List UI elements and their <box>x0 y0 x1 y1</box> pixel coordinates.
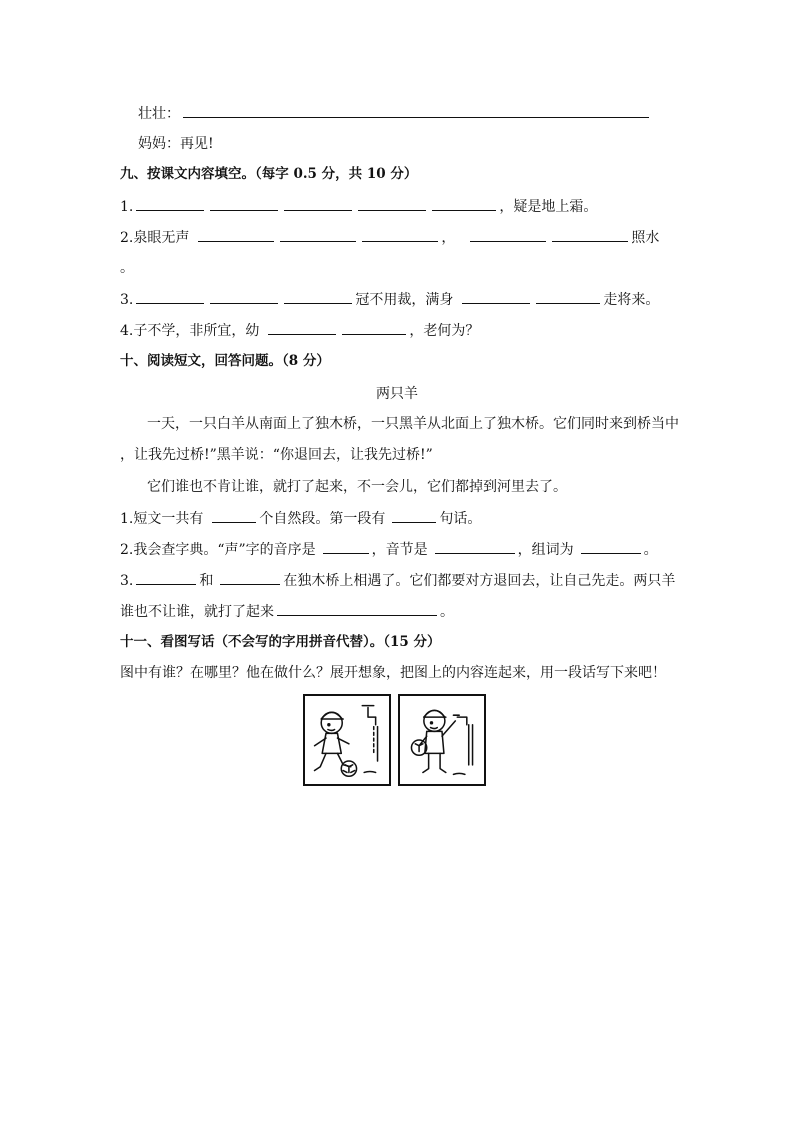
question-text: 4.子不学，非所宜，幼 <box>120 323 260 339</box>
question-text: 1.短文一共有 <box>120 511 204 527</box>
dialogue-line-mother: 妈妈：再见! <box>138 136 214 152</box>
question-text: 。 <box>643 542 658 558</box>
question-number: 3. <box>120 573 134 589</box>
section-10-heading: 十、阅读短文，回答问题。（8 分） <box>120 353 330 369</box>
answer-blank[interactable] <box>435 539 515 554</box>
answer-blank[interactable] <box>136 196 204 211</box>
answer-blank[interactable] <box>358 196 426 211</box>
answer-blank[interactable] <box>284 289 352 304</box>
story-paragraph-2: 它们谁也不肯让谁，就打了起来，不一会儿，它们都掉到河里去了。 <box>147 479 567 495</box>
answer-blank[interactable] <box>581 539 641 554</box>
answer-blank[interactable] <box>277 601 437 616</box>
section-11-heading: 十一、看图写话（不会写的字用拼音代替）。（15 分） <box>120 634 441 650</box>
story-title: 两只羊 <box>376 386 418 402</box>
answer-blank[interactable] <box>432 196 496 211</box>
story-paragraph-1-line-2: ，让我先过桥!”黑羊说：“你退回去，让我先过桥!” <box>120 447 433 463</box>
answer-blank[interactable] <box>536 289 600 304</box>
section-9-question-4 <box>120 320 479 341</box>
question-number: 1. <box>120 199 134 215</box>
answer-blank[interactable] <box>210 289 278 304</box>
answer-blank[interactable] <box>136 570 196 585</box>
question-text: ，音节是 <box>371 542 428 558</box>
question-text: 个自然段。第一段有 <box>259 511 386 527</box>
question-text: 。 <box>440 604 454 620</box>
speaker-label: 壮壮： <box>138 106 180 122</box>
answer-blank[interactable] <box>268 320 336 335</box>
section-9-question-2-cont: 。 <box>120 260 134 276</box>
section-10-question-2 <box>120 539 658 560</box>
question-text: 2.我会查字典。“声”字的音序是 <box>120 542 316 558</box>
answer-blank[interactable] <box>212 508 256 523</box>
question-text: 2.泉眼无声 <box>120 230 190 246</box>
section-10-question-1 <box>120 508 481 529</box>
picture-boy-kicking-ball <box>303 694 391 786</box>
question-text: 和 <box>199 573 214 589</box>
answer-blank[interactable] <box>392 508 436 523</box>
answer-blank[interactable] <box>183 103 649 118</box>
answer-blank[interactable] <box>462 289 530 304</box>
question-text: 谁也不让谁，就打了起来 <box>120 604 274 620</box>
question-text: 照水 <box>631 230 660 246</box>
section-9-heading: 九、按课文内容填空。（每字 0.5 分，共 10 分） <box>120 166 418 182</box>
section-9-question-2 <box>120 227 659 248</box>
answer-blank[interactable] <box>552 227 628 242</box>
answer-blank[interactable] <box>220 570 280 585</box>
answer-blank[interactable] <box>136 289 204 304</box>
section-9-question-3 <box>120 289 659 310</box>
question-number: 3. <box>120 292 134 308</box>
question-text: 在独木桥上相遇了。它们都要对方退回去，让自己先走。两只羊 <box>283 573 676 589</box>
section-11-prompt: 图中有谁？在哪里？他在做什么？展开想象，把图上的内容连起来，用一段话写下来吧！ <box>120 665 666 681</box>
question-text: ， <box>441 230 456 246</box>
boy-ball-faucet-illustration <box>305 696 389 784</box>
question-text: ，组词为 <box>517 542 574 558</box>
answer-blank[interactable] <box>342 320 406 335</box>
answer-blank[interactable] <box>280 227 356 242</box>
section-9-question-1 <box>120 196 597 217</box>
answer-blank[interactable] <box>284 196 352 211</box>
picture-boy-turning-off-tap <box>398 694 486 786</box>
answer-blank[interactable] <box>362 227 438 242</box>
section-10-question-3 <box>120 570 675 591</box>
answer-blank[interactable] <box>198 227 274 242</box>
story-paragraph-1-line-1: 一天，一只白羊从南面上了独木桥，一只黑羊从北面上了独木桥。它们同时来到桥当中 <box>147 416 679 432</box>
section-10-question-3-cont <box>120 601 454 622</box>
boy-tap-illustration <box>400 696 484 784</box>
question-text: 走将来。 <box>603 292 660 308</box>
question-text: ，老何为？ <box>409 323 480 339</box>
answer-blank[interactable] <box>210 196 278 211</box>
question-text: 冠不用裁，满身 <box>355 292 454 308</box>
question-text: 句话。 <box>439 511 482 527</box>
dialogue-line-zhuangzhuang <box>138 103 652 124</box>
question-text: ，疑是地上霜。 <box>499 199 598 215</box>
answer-blank[interactable] <box>323 539 369 554</box>
answer-blank[interactable] <box>470 227 546 242</box>
